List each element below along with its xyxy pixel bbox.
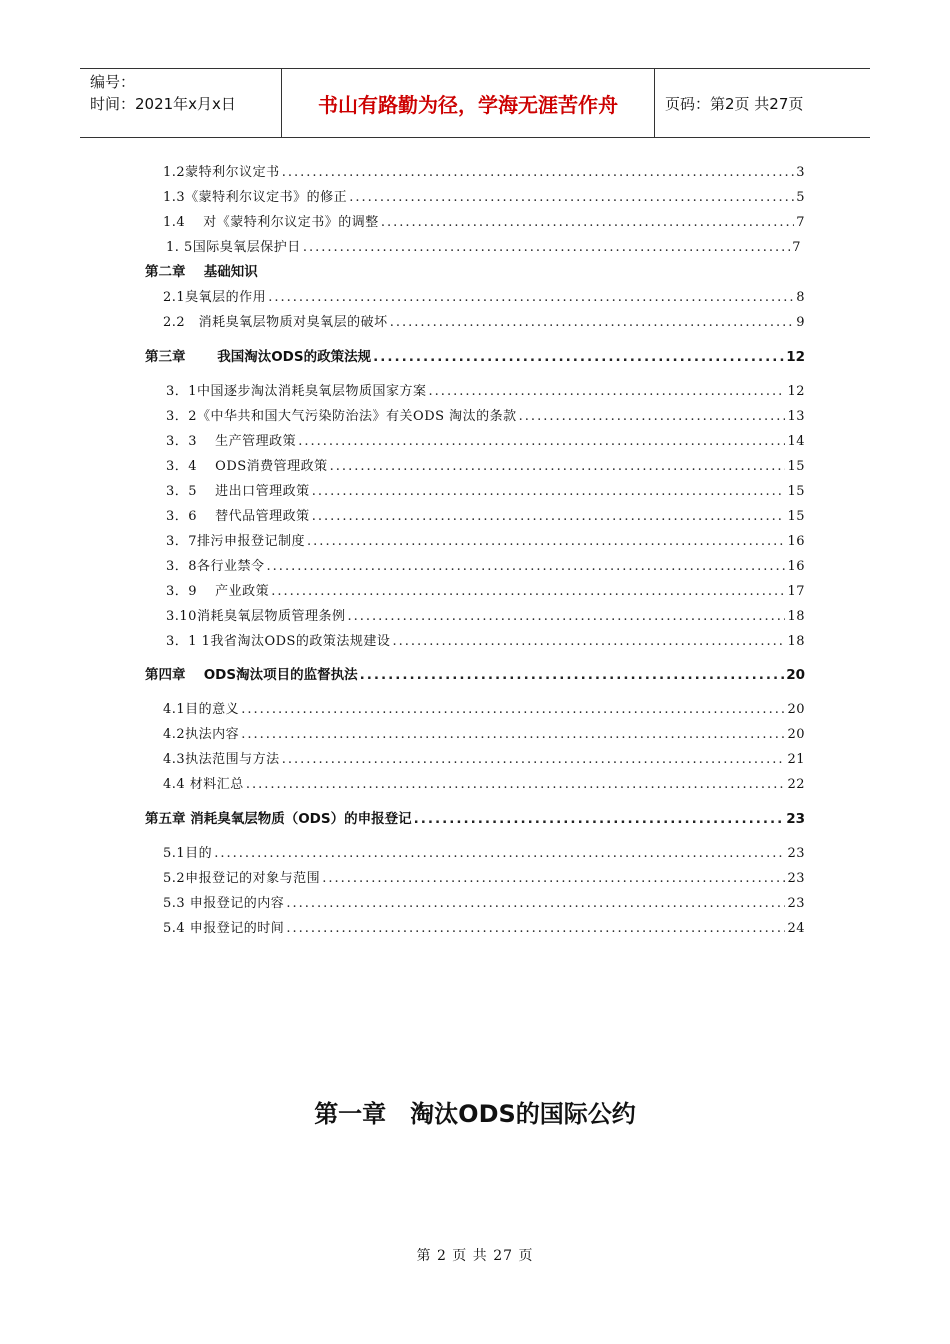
toc-leader — [312, 484, 786, 499]
toc-entry[interactable] — [163, 866, 805, 886]
toc-leader — [286, 921, 785, 936]
toc-entry-page: 20 — [787, 727, 805, 742]
toc-entry-page: 13 — [787, 409, 805, 424]
header-motto: 书山有路勤为径，学海无涯苦作舟 — [281, 69, 655, 137]
toc-leader — [268, 290, 794, 305]
toc-entry-title: 5.2申报登记的对象与范围 — [163, 871, 321, 886]
toc-entry-page: 12 — [787, 384, 805, 399]
toc-leader — [282, 165, 795, 180]
toc-entry-page: 9 — [796, 315, 805, 330]
toc-leader — [390, 315, 795, 330]
toc-entry-page: 18 — [787, 634, 805, 649]
document-number-label: 编号： — [90, 73, 136, 91]
toc-entry-title: 5.4 申报登记的时间 — [163, 921, 285, 936]
header-left-cell — [80, 69, 281, 137]
toc-entry-title: 1.4 对《蒙特利尔议定书》的调整 — [163, 215, 379, 230]
document-time-label: 时间：2021年x月x日 — [90, 95, 236, 113]
toc-entry-title: 1.2蒙特利尔议定书 — [163, 165, 280, 180]
toc-leader — [360, 667, 785, 683]
toc-entry-title: 3．2《中华共和国大气污染防治法》有关ODS 淘汰的条款 — [166, 409, 517, 424]
toc-entry-title: 4.3执法范围与方法 — [163, 752, 280, 767]
toc-entry-page: 16 — [787, 534, 805, 549]
toc-entry-title: 1. 5国际臭氧层保护日 — [166, 240, 301, 255]
toc-entry-page: 12 — [786, 349, 805, 365]
toc-entry-title: 4.2执法内容 — [163, 727, 240, 742]
toc-entry-title: 3．1 1我省淘汰ODS的政策法规建设 — [166, 634, 391, 649]
toc-leader — [519, 409, 786, 424]
toc-entry[interactable] — [166, 529, 805, 549]
toc-leader — [246, 777, 786, 792]
toc-leader — [298, 434, 785, 449]
toc-entry-page: 17 — [787, 584, 805, 599]
toc-entry-page: 15 — [787, 459, 805, 474]
toc-leader — [312, 509, 786, 524]
toc-entry-title: 5.1目的 — [163, 846, 213, 861]
toc-entry-page: 8 — [796, 290, 805, 305]
toc-entry[interactable] — [166, 379, 805, 399]
toc-entry[interactable] — [166, 579, 805, 599]
toc-entry[interactable] — [163, 697, 805, 717]
toc-entry[interactable] — [163, 747, 805, 767]
toc-leader — [429, 384, 786, 399]
toc-entry[interactable] — [166, 454, 805, 474]
toc-entry-page: 20 — [787, 702, 805, 717]
toc-entry-title: 3．6 替代品管理政策 — [166, 509, 310, 524]
toc-entry-page: 15 — [787, 509, 805, 524]
toc-entry[interactable] — [166, 554, 805, 574]
toc-leader — [349, 190, 794, 205]
toc-chapter-entry[interactable] — [145, 663, 805, 683]
toc-entry-page: 20 — [786, 667, 805, 683]
toc-entry-title: 第三章 我国淘汰ODS的政策法规 — [145, 349, 372, 365]
toc-leader — [322, 871, 785, 886]
toc-leader — [373, 349, 784, 365]
toc-entry[interactable] — [163, 916, 805, 936]
toc-entry[interactable] — [163, 841, 805, 861]
toc-entry-page: 24 — [787, 921, 805, 936]
toc-entry-page: 23 — [786, 811, 805, 827]
toc-entry-title: 1.3《蒙特利尔议定书》的修正 — [163, 190, 348, 205]
toc-entry-title: 3．4 ODS消费管理政策 — [166, 459, 328, 474]
toc-entry[interactable] — [163, 891, 805, 911]
toc-entry[interactable] — [166, 504, 805, 524]
toc-entry-page: 21 — [787, 752, 805, 767]
toc-entry-page: 18 — [787, 609, 805, 624]
toc-leader — [241, 702, 785, 717]
toc-entry[interactable] — [163, 285, 805, 305]
toc-leader — [303, 240, 790, 255]
toc-entry-page: 14 — [787, 434, 805, 449]
toc-entry-title: 3．1中国逐步淘汰消耗臭氧层物质国家方案 — [166, 384, 427, 399]
toc-entry-title: 3．3 生产管理政策 — [166, 434, 297, 449]
toc-entry-title: 第二章 基础知识 — [145, 264, 258, 280]
toc-entry-page: 7 — [792, 240, 801, 255]
toc-entry[interactable] — [163, 772, 805, 792]
toc-leader — [414, 811, 785, 827]
page-header — [80, 68, 870, 138]
toc-chapter-entry[interactable] — [145, 345, 805, 365]
toc-entry-page: 23 — [787, 871, 805, 886]
toc-entry-page: 22 — [787, 777, 805, 792]
toc-leader — [271, 584, 785, 599]
chapter-title: 第一章 淘汰ODS的国际公约 — [314, 1100, 636, 1128]
toc-leader — [330, 459, 786, 474]
toc-entry-title: 3．7排污申报登记制度 — [166, 534, 306, 549]
toc-leader — [347, 609, 785, 624]
toc-entry-title: 2.1臭氧层的作用 — [163, 290, 267, 305]
toc-entry-title: 4.1目的意义 — [163, 702, 240, 717]
toc-leader — [381, 215, 794, 230]
toc-entry[interactable] — [166, 429, 805, 449]
toc-entry[interactable] — [163, 160, 805, 180]
toc-leader — [267, 559, 786, 574]
toc-leader — [214, 846, 785, 861]
toc-entry-title: 4.4 材料汇总 — [163, 777, 244, 792]
toc-entry[interactable] — [163, 722, 805, 742]
toc-entry-page: 15 — [787, 484, 805, 499]
toc-entry[interactable] — [166, 479, 805, 499]
toc-entry[interactable] — [163, 310, 805, 330]
toc-entry[interactable] — [166, 604, 805, 624]
toc-entry[interactable] — [166, 404, 805, 424]
toc-leader — [307, 534, 785, 549]
toc-chapter-entry[interactable] — [145, 807, 805, 827]
toc-entry-title: 3.10消耗臭氧层物质管理条例 — [166, 609, 346, 624]
toc-entry-page: 16 — [787, 559, 805, 574]
toc-entry-page: 7 — [796, 215, 805, 230]
toc-entry-page: 23 — [787, 896, 805, 911]
toc-entry-title: 5.3 申报登记的内容 — [163, 896, 285, 911]
toc-entry-title: 3．5 进出口管理政策 — [166, 484, 310, 499]
toc-entry-page: 5 — [796, 190, 805, 205]
toc-entry[interactable] — [166, 629, 805, 649]
toc-leader — [241, 727, 785, 742]
toc-entry-page: 3 — [796, 165, 805, 180]
page-footer: 第 2 页 共 27 页 — [416, 1248, 534, 1264]
toc-leader — [392, 634, 785, 649]
toc-entry-title: 第四章 ODS淘汰项目的监督执法 — [145, 667, 358, 683]
toc-entry-title: 3．9 产业政策 — [166, 584, 270, 599]
toc-entry-title: 第五章 消耗臭氧层物质（ODS）的申报登记 — [145, 811, 412, 827]
toc-entry-title: 3．8各行业禁令 — [166, 559, 265, 574]
toc-entry[interactable] — [163, 210, 805, 230]
toc-entry-title: 2.2 消耗臭氧层物质对臭氧层的破坏 — [163, 315, 388, 330]
toc-leader — [286, 896, 785, 911]
header-page-info: 页码：第2页 共27页 — [665, 94, 804, 113]
toc-entry[interactable] — [166, 235, 801, 255]
toc-entry[interactable] — [163, 185, 805, 205]
toc-chapter-heading[interactable] — [145, 260, 445, 280]
toc-leader — [282, 752, 786, 767]
toc-entry-page: 23 — [787, 846, 805, 861]
